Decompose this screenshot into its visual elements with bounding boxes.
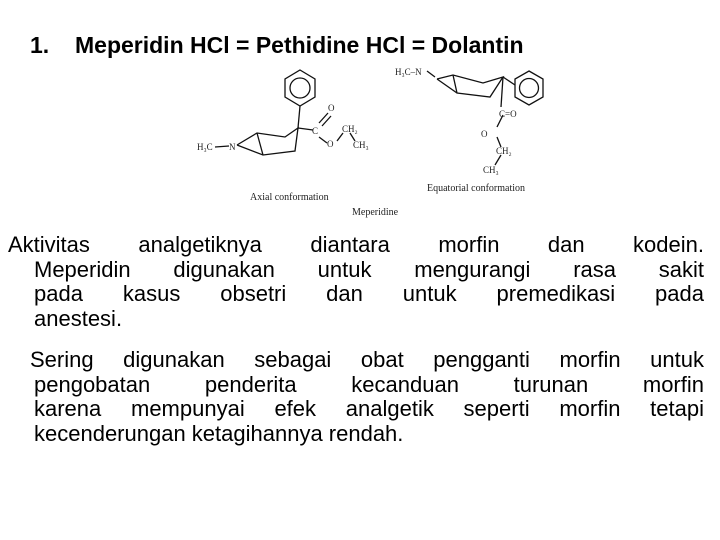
eq-ch3-bond <box>495 155 501 165</box>
paragraph1-line: Aktivitas analgetiknya diantara morfin dan kodein. <box>8 232 704 257</box>
equatorial-chair <box>437 75 503 97</box>
axial-label-ch3: H₃C <box>197 142 213 152</box>
paragraph-activity <box>8 233 704 331</box>
equatorial-caption: Equatorial conformation <box>427 183 526 194</box>
axial-caption: Axial conformation <box>250 192 329 203</box>
axial-phenyl-bond <box>298 106 300 128</box>
axial-label-ch2: CH₂ <box>342 124 358 134</box>
axial-chair <box>237 128 298 155</box>
eq-label-h3c-n: H₃C–N <box>395 67 422 77</box>
eq-phenyl-bond <box>503 77 515 85</box>
eq-n-methyl-bond <box>427 71 435 77</box>
paragraph2-line: pengobatan penderita kecanduan turunan morfin <box>34 371 704 397</box>
paragraph2-line: Sering digunakan sebagai obat pengganti morfin untuk <box>30 347 704 372</box>
paragraph2-line: kecenderungan ketagihannya rendah. <box>34 420 404 446</box>
paragraph-usage <box>8 348 704 446</box>
axial-label-o: O <box>327 139 334 149</box>
axial-label-c: C <box>312 126 319 136</box>
paragraph1-line: Meperidin digunakan untuk mengurangi rasa sakit <box>34 256 704 282</box>
axial-ester-o-bond <box>319 137 327 143</box>
axial-ester-bond <box>298 128 313 130</box>
eq-ester-bond <box>501 77 503 107</box>
meperidine-structure-figure <box>185 55 555 227</box>
equatorial-benzene-circle <box>520 79 539 98</box>
meperidine-structure-drawing <box>185 55 555 227</box>
axial-label-n: N <box>229 142 236 152</box>
paragraph1-line: anestesi. <box>34 305 123 331</box>
paragraph1-line: pada kasus obsetri dan untuk premedikasi pada <box>34 281 704 306</box>
title-number: 1. <box>30 32 50 58</box>
axial-ethyl-bond <box>337 133 343 141</box>
molecule-name-caption: Meperidine <box>352 207 399 218</box>
paragraph2-line: karena mempunyai efek analgetik seperti morfin tetapi <box>34 396 704 421</box>
axial-label-o-top: O <box>328 103 335 113</box>
equatorial-labels <box>395 67 525 194</box>
title-text: Meperidin HCl = Pethidine HCl = Dolantin <box>75 32 524 58</box>
axial-n-methyl-bond <box>215 146 229 147</box>
eq-label-o: O <box>481 129 488 139</box>
eq-label-c-eq-o: C=O <box>499 109 517 119</box>
axial-label-ch3-right: CH₃ <box>353 140 369 150</box>
axial-chair-inner <box>257 133 263 155</box>
axial-benzene-circle <box>290 78 310 98</box>
eq-label-ch3: CH₃ <box>483 165 499 175</box>
eq-label-ch2: CH₂ <box>496 146 512 156</box>
equatorial-structure <box>427 71 543 165</box>
